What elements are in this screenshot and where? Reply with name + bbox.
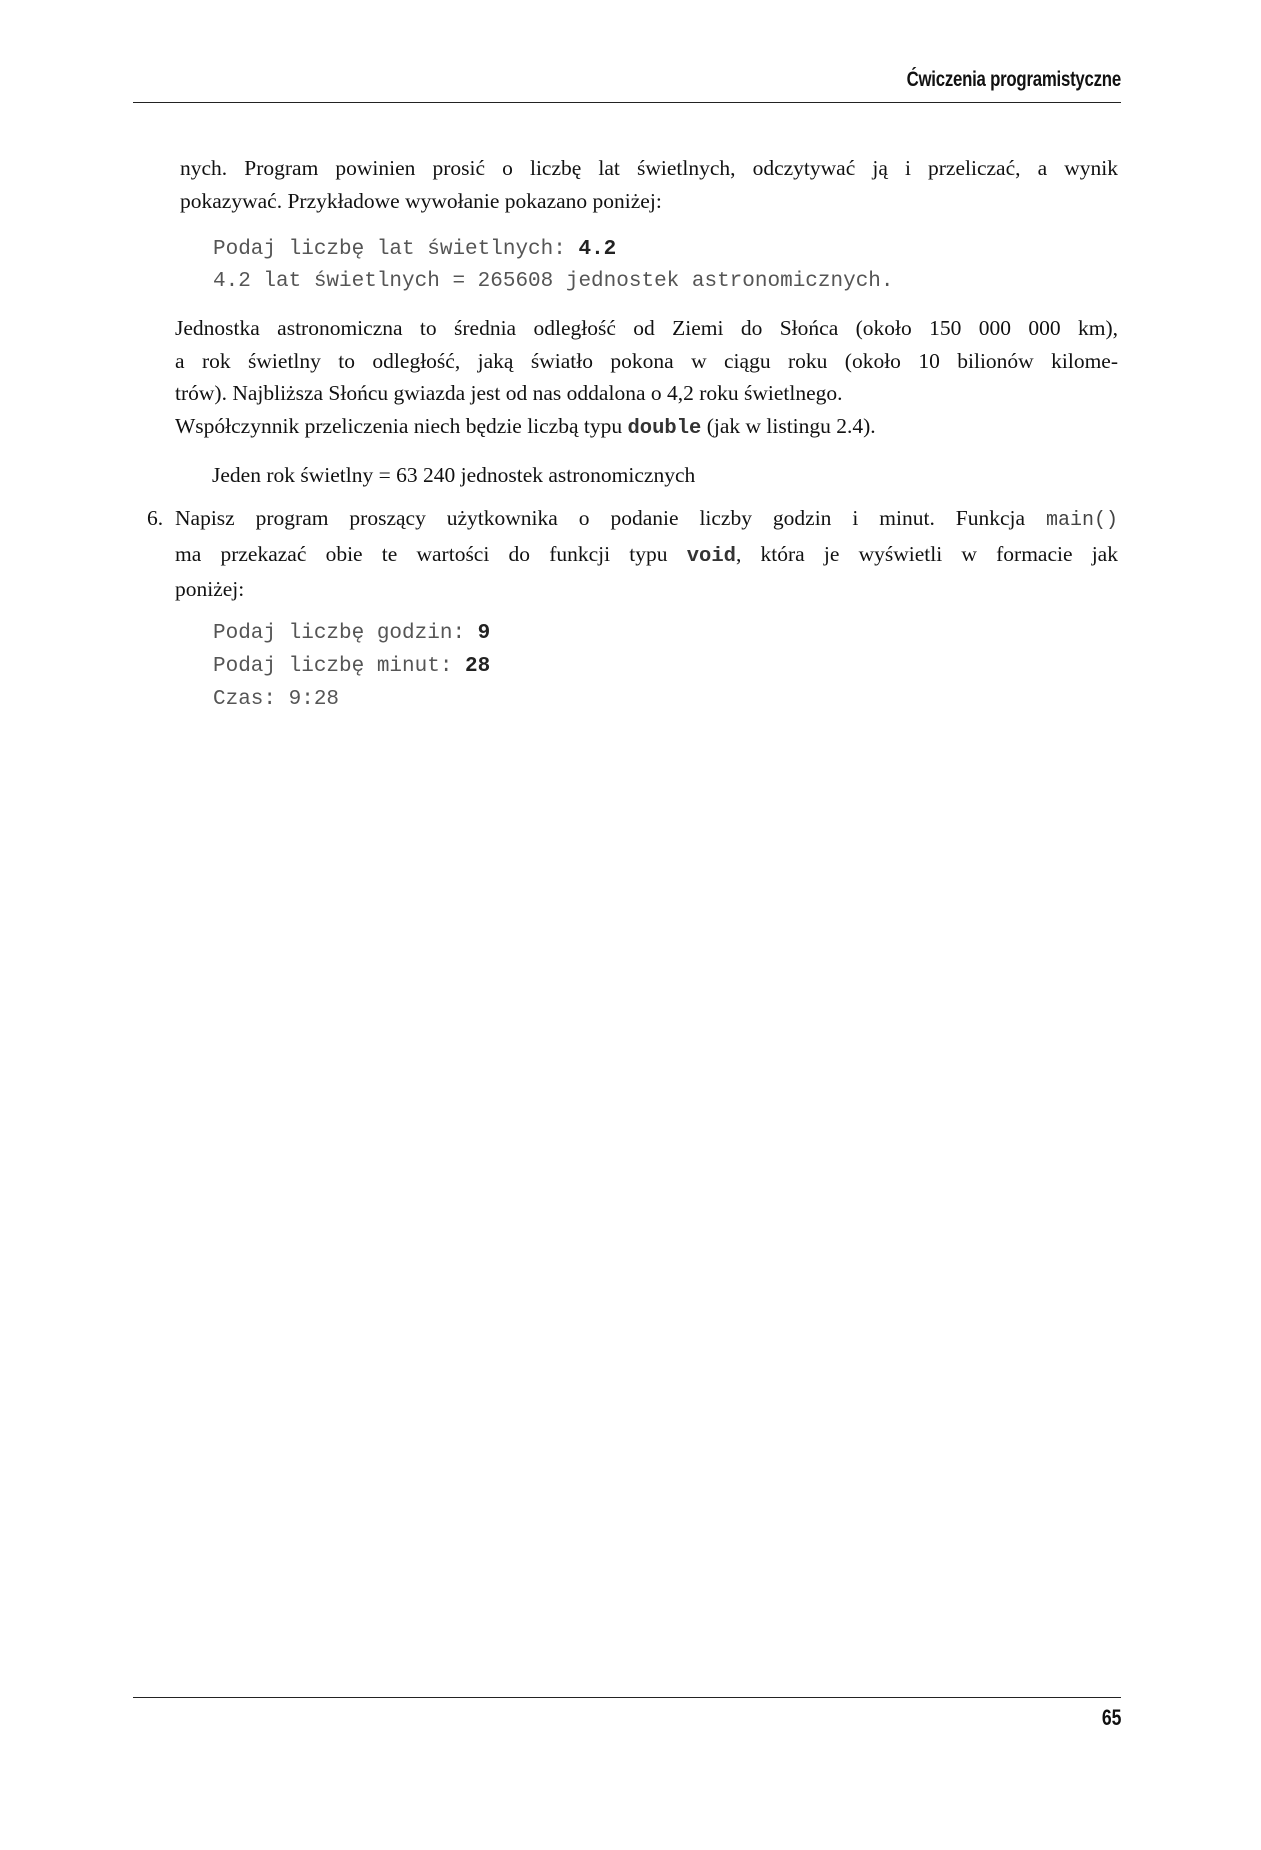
code-prompt: Podaj liczbę lat świetlnych: [213,238,579,261]
paragraph-intro [180,152,1118,217]
header-rule [133,102,1121,103]
paragraph-astronomy [175,312,1118,445]
paragraph-text: ma przekazać obie te wartości do funkcji typu [175,541,687,566]
paragraph-line [175,538,1118,574]
paragraph-line [175,410,1118,446]
footer-rule [133,1697,1121,1698]
code-sample-line [213,651,490,683]
keyword-void: void [686,544,736,568]
code-sample-line: 4.2 lat świetlnych = 265608 jednostek astronomicznych. [213,270,894,293]
paragraph-line: trów). Najbliższa Słońcu gwiazda jest od nas oddalona o 4,2 roku świetlnego. [175,381,843,405]
code-sample-line: Czas: 9:28 [213,688,340,711]
exercise-number: 6. [147,506,164,530]
page-number: 65 [1101,1705,1121,1730]
paragraph-line: Jednostka astronomiczna to średnia odległość od Ziemi do Słońca (około 150 000 000 km), [175,316,1118,340]
paragraph-intro-line-1: nych. Program powinien prosić o liczbę lat świetlnych, odczytywać ją i przeliczać, a wynik [180,156,1118,180]
code-main-function: main() [1045,509,1118,532]
code-prompt: Podaj liczbę godzin: [213,622,478,645]
paragraph-text: (jak w listingu 2.4). [701,413,876,438]
exercise-6-text [175,502,1118,606]
keyword-double: double [627,416,702,440]
code-prompt: Podaj liczbę minut: [213,655,466,678]
code-sample-line [213,234,616,266]
code-user-input: 4.2 [578,238,617,261]
paragraph-text: Napisz program proszący użytkownika o podanie liczby godzin i minut. Funkcja [175,506,1046,530]
code-user-input: 28 [465,655,491,678]
conversion-formula: Jeden rok świetlny = 63 240 jednostek astronomicznych [212,463,696,487]
code-user-input: 9 [477,622,491,645]
paragraph-text: Współczynnik przeliczenia niech będzie liczbą typu [175,413,628,438]
paragraph-line: a rok świetlny to odległość, jaką światło pokona w ciągu roku (około 10 bilionów kilome- [175,348,1118,373]
running-header: Ćwiczenia programistyczne [906,68,1121,91]
paragraph-line: poniżej: [175,577,245,601]
paragraph-intro-line-2: pokazywać. Przykładowe wywołanie pokazano poniżej: [180,188,662,213]
paragraph-text: , która je wyświetli w formacie jak [735,541,1118,566]
code-sample-line [213,618,490,650]
paragraph-line [175,502,1118,538]
